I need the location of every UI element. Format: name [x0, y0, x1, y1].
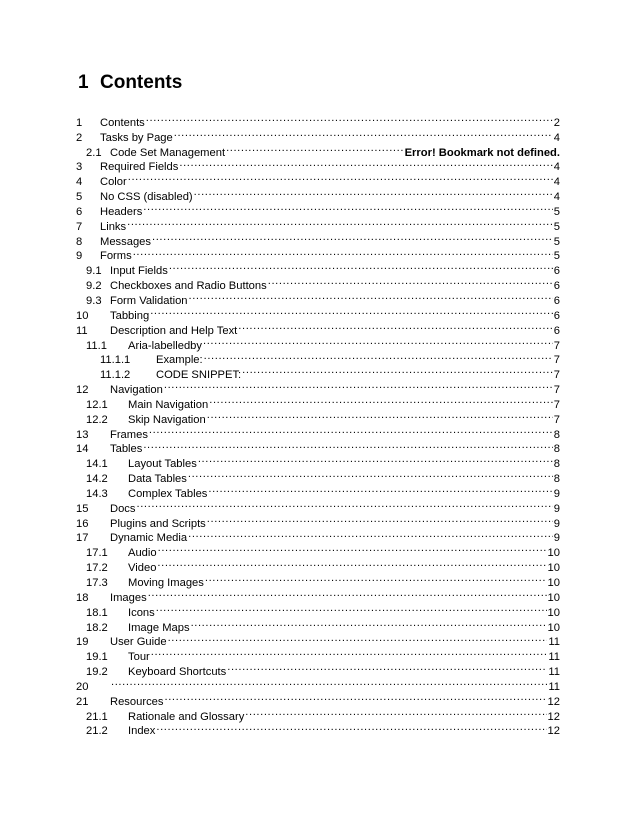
- toc-entry[interactable]: [76, 616, 560, 634]
- toc-dot-leader: [137, 497, 553, 512]
- toc-entry-title: User Guide: [110, 636, 167, 649]
- toc-dot-leader: [188, 467, 553, 482]
- toc-dot-leader: [174, 126, 553, 141]
- toc-entry-page: 5: [553, 235, 560, 248]
- toc-entry[interactable]: [76, 304, 560, 322]
- toc-dot-leader: [245, 705, 546, 720]
- toc-entry[interactable]: [76, 215, 560, 233]
- toc-entry-number: 11.1.2: [100, 369, 131, 382]
- toc-entry[interactable]: [76, 482, 560, 500]
- toc-entry-title: Navigation: [110, 384, 163, 397]
- toc-entry-page: 10: [547, 621, 560, 634]
- toc-entry-title: Index: [128, 725, 156, 738]
- toc-entry[interactable]: [76, 259, 560, 278]
- toc-entry-title: Image Maps: [128, 621, 190, 634]
- toc-entry-page: 10: [547, 562, 560, 575]
- toc-entry-page: 5: [553, 205, 560, 218]
- toc-entry-number: 11.1: [86, 339, 107, 352]
- toc-entry[interactable]: [76, 111, 560, 129]
- toc-entry-page: 7: [553, 354, 560, 367]
- toc-entry-number: 20: [76, 680, 89, 693]
- toc-entry[interactable]: [76, 363, 560, 382]
- toc-dot-leader: [207, 512, 553, 527]
- page-title: [78, 72, 182, 94]
- toc-dot-leader: [150, 304, 553, 319]
- toc-entry[interactable]: [76, 438, 560, 456]
- toc-entry-title: Frames: [110, 428, 148, 441]
- toc-entry-title: Description and Help Text: [110, 324, 238, 337]
- toc-entry-page: 11: [548, 636, 560, 649]
- toc-entry-page: 8: [553, 443, 560, 456]
- toc-entry-page: 9: [553, 517, 560, 530]
- toc-entry-number: 21.1: [86, 710, 108, 723]
- toc-entry-page: 12: [547, 725, 560, 738]
- toc-dot-leader: [157, 556, 546, 571]
- toc-entry-number: 9.1: [86, 265, 102, 278]
- toc-entry-page: 10: [547, 606, 560, 619]
- toc-entry-page: 6: [553, 265, 560, 278]
- toc-entry-number: 19: [76, 636, 89, 649]
- toc-entry-title: Color: [100, 176, 127, 189]
- toc-dot-leader: [242, 363, 553, 378]
- toc-entry-number: 14.1: [86, 458, 108, 471]
- toc-entry-number: 5: [76, 191, 83, 204]
- toc-dot-leader: [191, 616, 547, 631]
- toc-entry-number: 3: [76, 161, 83, 174]
- toc-entry[interactable]: [76, 497, 560, 515]
- toc-entry-page: 7: [553, 398, 560, 411]
- toc-entry-title: Rationale and Glossary: [128, 710, 245, 723]
- toc-dot-leader: [152, 230, 553, 245]
- toc-entry-page: 6: [553, 324, 560, 337]
- toc-entry[interactable]: [76, 393, 560, 411]
- toc-dot-leader: [156, 601, 547, 616]
- toc-entry-page: 11: [548, 651, 560, 664]
- toc-entry-page: 10: [547, 591, 560, 604]
- toc-dot-leader: [128, 170, 553, 185]
- toc-entry-number: 16: [76, 517, 89, 530]
- toc-entry-number: 18.1: [86, 606, 108, 619]
- toc-entry[interactable]: [76, 527, 560, 545]
- toc-entry-number: 7: [76, 220, 83, 233]
- toc-entry[interactable]: [76, 556, 560, 575]
- toc-entry-number: 10: [76, 309, 89, 322]
- toc-entry-title: Tabbing: [110, 309, 150, 322]
- toc-entry[interactable]: [76, 141, 560, 159]
- toc-entry-page: 4: [553, 161, 560, 174]
- toc-entry-page: 9: [553, 502, 560, 515]
- toc-dot-leader: [188, 527, 553, 542]
- toc-entry-title: Audio: [128, 547, 157, 560]
- toc-entry[interactable]: [76, 512, 560, 530]
- toc-entry-page: 9: [553, 487, 560, 500]
- toc-entry-page: 6: [553, 280, 560, 293]
- toc-dot-leader: [238, 319, 552, 334]
- toc-entry[interactable]: [76, 378, 560, 397]
- toc-entry[interactable]: [76, 586, 560, 604]
- toc-entry-page: 12: [547, 710, 560, 723]
- toc-entry-number: 17.2: [86, 562, 108, 575]
- toc-entry[interactable]: [76, 571, 560, 589]
- toc-entry-title: Keyboard Shortcuts: [128, 666, 227, 679]
- toc-entry-number: 18: [76, 591, 89, 604]
- toc-entry-title: Code Set Management: [110, 146, 226, 159]
- toc-entry-number: 17.1: [86, 547, 108, 560]
- toc-entry[interactable]: [76, 660, 560, 679]
- toc-entry-page: 10: [547, 577, 560, 589]
- toc-dot-leader: [208, 482, 552, 497]
- toc-entry-number: 13: [76, 428, 89, 441]
- toc-entry-title: Required Fields: [100, 161, 179, 174]
- toc-entry-page: 11: [548, 666, 560, 679]
- toc-entry-title: Tasks by Page: [100, 131, 173, 144]
- toc-entry-page: 5: [553, 220, 560, 233]
- toc-entry-title: Main Navigation: [128, 398, 209, 411]
- toc-dot-leader: [204, 349, 553, 364]
- toc-entry-number: 19.2: [86, 666, 108, 679]
- toc-entry[interactable]: [76, 185, 560, 204]
- toc-entry-page: 7: [553, 339, 560, 352]
- heading-number: 1: [78, 72, 89, 93]
- toc-entry[interactable]: [76, 156, 560, 174]
- toc-entry-title: Links: [100, 220, 127, 233]
- toc-dot-leader: [189, 289, 553, 304]
- toc-entry-number: 4: [76, 176, 83, 189]
- toc-entry[interactable]: [76, 645, 560, 664]
- toc-entry-number: 8: [76, 235, 83, 248]
- toc-entry-page: 4: [553, 176, 560, 189]
- toc-entry[interactable]: [76, 705, 560, 723]
- toc-entry-title: Headers: [100, 205, 143, 218]
- toc-entry-page: 6: [553, 294, 560, 307]
- toc-entry-page: 6: [553, 309, 560, 322]
- toc-entry[interactable]: [76, 452, 560, 471]
- toc-entry-page: 4: [553, 131, 560, 144]
- toc-entry-number: 21.2: [86, 725, 108, 738]
- toc-entry-page: 4: [553, 191, 560, 204]
- toc-dot-leader: [151, 645, 548, 660]
- toc-entry-title: Messages: [100, 235, 151, 248]
- toc-dot-leader: [111, 675, 547, 690]
- toc-entry-title: Layout Tables: [128, 458, 197, 471]
- toc-entry-page: 8: [553, 473, 560, 486]
- toc-entry-title: Video: [128, 562, 157, 575]
- toc-entry-number: 12: [76, 384, 89, 397]
- toc-entry-number: 14.3: [86, 487, 108, 500]
- toc-entry-title: Checkboxes and Radio Buttons: [110, 280, 267, 293]
- toc-dot-leader: [143, 438, 552, 453]
- toc-entry[interactable]: [76, 200, 560, 218]
- toc-entry-error: Error! Bookmark not defined.: [404, 146, 560, 159]
- toc-entry-title: Contents: [100, 116, 145, 129]
- toc-entry-page: 8: [553, 458, 560, 471]
- toc-entry-number: 14.2: [86, 473, 108, 486]
- toc-entry-number: 1: [76, 116, 83, 129]
- toc-entry-title: Plugins and Scripts: [110, 517, 206, 530]
- toc-entry[interactable]: [76, 467, 560, 486]
- toc-entry[interactable]: [76, 720, 560, 738]
- toc-entry[interactable]: [76, 690, 560, 708]
- toc-entry-title: Tables: [110, 443, 143, 456]
- toc-entry-page: 2: [553, 116, 560, 129]
- toc-entry-page: 12: [547, 695, 560, 708]
- toc-entry-title: Dynamic Media: [110, 532, 188, 545]
- toc-entry-title: Aria-labelledby: [128, 339, 203, 352]
- toc-entry[interactable]: [76, 631, 560, 649]
- toc-entry-page: 7: [553, 369, 560, 382]
- toc-entry-title: CODE SNIPPET:: [156, 369, 242, 382]
- toc-entry-number: 12.1: [86, 398, 108, 411]
- toc-entry-number: 18.2: [86, 621, 108, 634]
- toc-dot-leader: [198, 452, 553, 467]
- toc-entry-number: 6: [76, 205, 83, 218]
- toc-entry[interactable]: [76, 274, 560, 293]
- toc-entry[interactable]: [76, 675, 560, 693]
- toc-entry-number: 21: [76, 695, 89, 708]
- toc-dot-leader: [164, 690, 546, 705]
- toc-entry-title: Moving Images: [128, 577, 204, 589]
- toc-entry-title: Skip Navigation: [128, 413, 206, 426]
- toc-entry-title: Form Validation: [110, 294, 188, 307]
- toc-entry-page: 8: [553, 428, 560, 441]
- toc-dot-leader: [149, 423, 553, 438]
- toc-dot-leader: [268, 274, 553, 289]
- toc-entry[interactable]: [76, 601, 560, 619]
- toc-dot-leader: [205, 571, 547, 586]
- toc-entry-number: 2: [76, 131, 83, 144]
- toc-dot-leader: [203, 334, 553, 349]
- toc-entry-number: 17: [76, 532, 89, 545]
- toc-dot-leader: [133, 245, 553, 260]
- toc-dot-leader: [156, 720, 546, 735]
- toc-entry-page: 5: [553, 250, 560, 263]
- toc-entry-title: Images: [110, 591, 147, 604]
- toc-entry[interactable]: [76, 349, 560, 367]
- toc-entry[interactable]: [76, 230, 560, 248]
- toc-entry-title: Docs: [110, 502, 136, 515]
- toc-entry-title: Resources: [110, 695, 164, 708]
- toc-dot-leader: [143, 200, 552, 215]
- toc-entry-title: Complex Tables: [128, 487, 208, 500]
- toc-dot-leader: [179, 156, 552, 171]
- toc-dot-leader: [194, 185, 553, 200]
- toc-entry-title: Input Fields: [110, 265, 168, 278]
- toc-entry-page: 10: [547, 547, 560, 560]
- toc-entry[interactable]: [76, 245, 560, 263]
- toc-entry-page: 7: [553, 413, 560, 426]
- toc-dot-leader: [146, 111, 553, 126]
- toc-entry-title: Icons: [128, 606, 155, 619]
- toc-dot-leader: [169, 259, 553, 274]
- toc-dot-leader: [148, 586, 547, 601]
- heading-title: Contents: [100, 72, 183, 93]
- toc-entry-page: 11: [548, 680, 560, 693]
- toc-entry[interactable]: [76, 408, 560, 426]
- toc-entry-number: 17.3: [86, 577, 108, 589]
- toc-entry-number: 11.1.1: [100, 354, 131, 367]
- toc-entry-number: 12.2: [86, 413, 108, 426]
- toc-dot-leader: [127, 215, 553, 230]
- toc-entry-page: 9: [553, 532, 560, 545]
- toc-dot-leader: [226, 141, 404, 156]
- toc-entry[interactable]: [76, 319, 560, 337]
- toc-entry-number: 15: [76, 502, 89, 515]
- toc-entry-number: 11: [76, 324, 88, 337]
- toc-entry[interactable]: [76, 289, 560, 307]
- toc-entry-title: Tour: [128, 651, 150, 664]
- toc-entry-title: Data Tables: [128, 473, 187, 486]
- toc-entry[interactable]: [76, 334, 560, 352]
- toc-entry-page: 7: [553, 384, 560, 397]
- toc-entry[interactable]: [76, 541, 560, 560]
- toc-entry[interactable]: [76, 423, 560, 441]
- toc-dot-leader: [168, 631, 548, 646]
- toc-entry[interactable]: [76, 170, 560, 189]
- toc-dot-leader: [207, 408, 553, 423]
- toc-entry-number: 19.1: [86, 651, 108, 664]
- toc-dot-leader: [227, 660, 547, 675]
- toc-entry-number: 2.1: [86, 146, 102, 159]
- toc-entry-title: Forms: [100, 250, 132, 263]
- toc-dot-leader: [164, 378, 553, 393]
- toc-entry-number: 9: [76, 250, 83, 263]
- toc-entry-number: 9.3: [86, 294, 102, 307]
- toc-dot-leader: [158, 541, 547, 556]
- toc-entry[interactable]: [76, 126, 560, 144]
- toc-dot-leader: [209, 393, 553, 408]
- table-of-contents: [76, 111, 560, 738]
- toc-entry-title: Example:: [156, 354, 203, 367]
- toc-entry-title: No CSS (disabled): [100, 191, 193, 204]
- toc-entry-number: 9.2: [86, 280, 102, 293]
- toc-entry-number: 14: [76, 443, 89, 456]
